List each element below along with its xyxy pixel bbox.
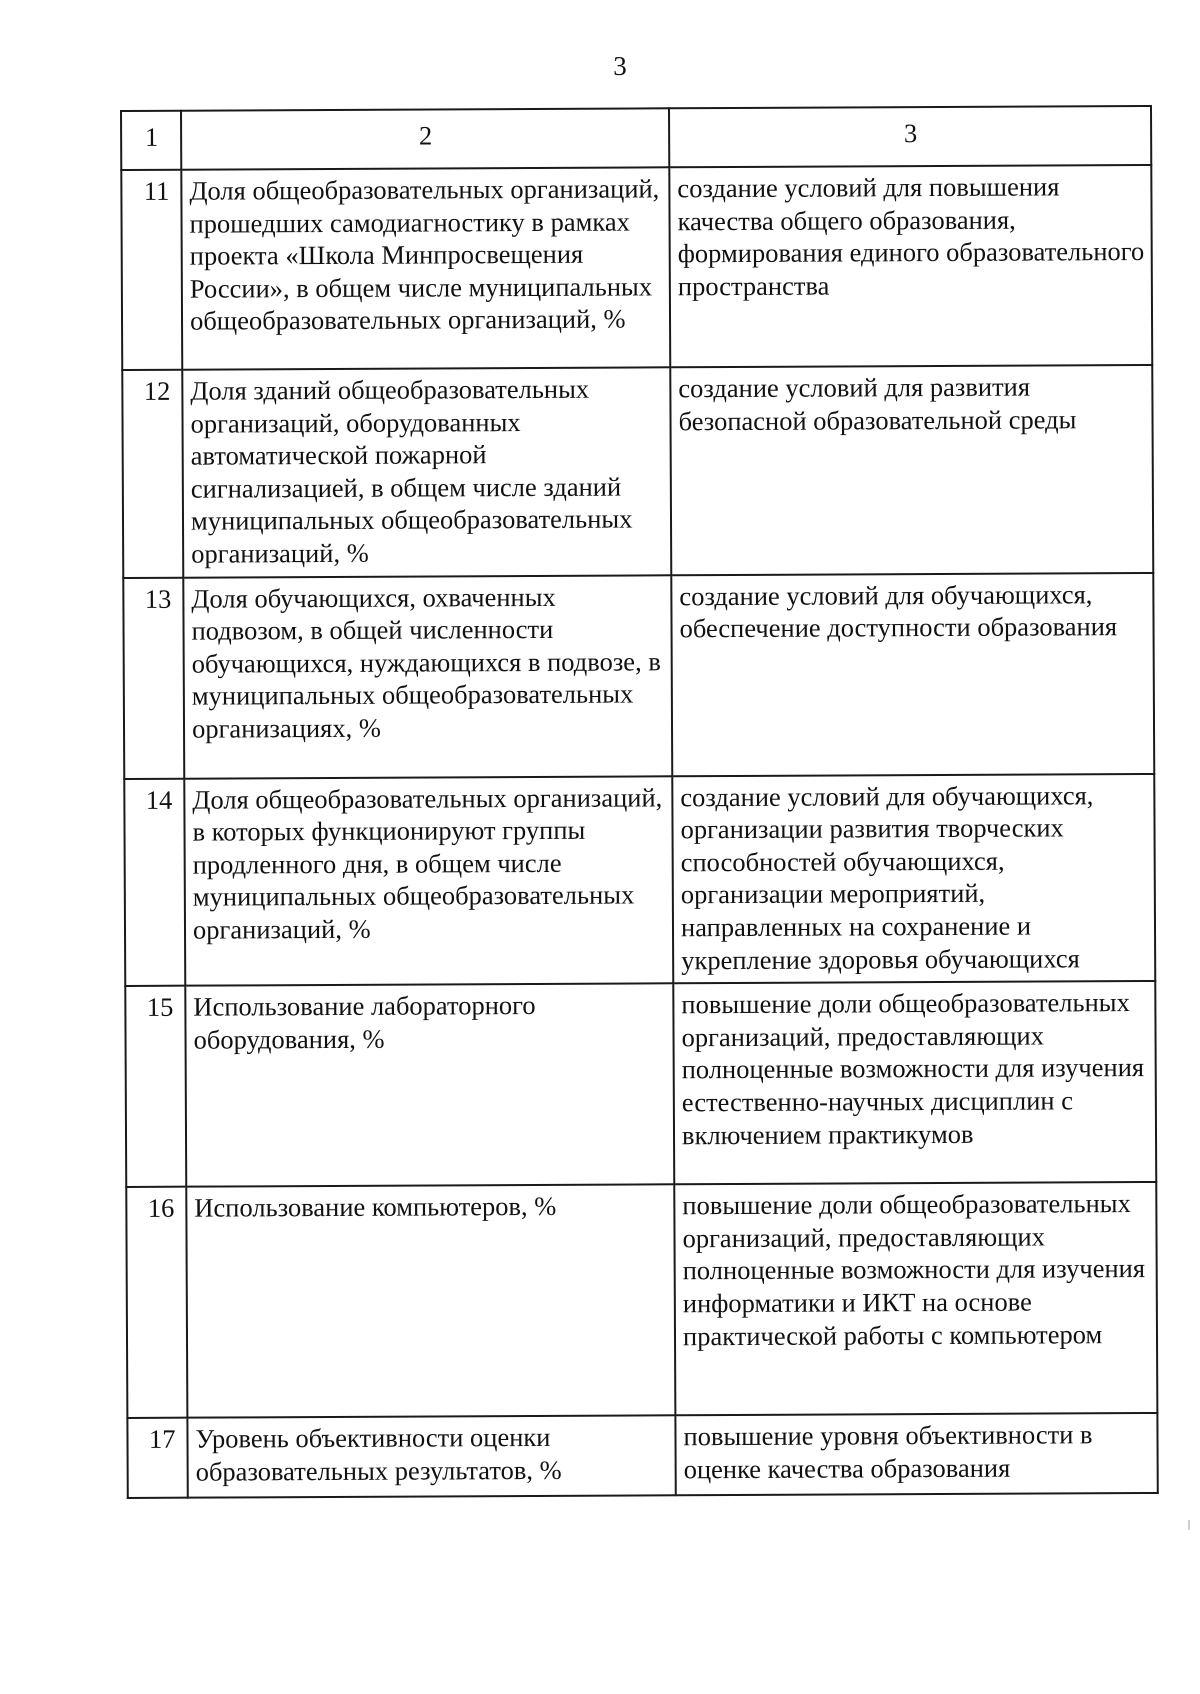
table-row <box>126 1182 1157 1418</box>
indicators-table <box>120 105 1159 1499</box>
indicator-cell: Доля зданий общеобразовательных организаций, оборудованных автоматической пожарной сигнализацией, в общем числе зданий муниципальных общеобразовательных организаций, % <box>182 367 671 577</box>
row-number: 15 <box>125 986 186 1187</box>
row-number: 14 <box>124 778 185 986</box>
row-number: 16 <box>126 1187 187 1418</box>
row-number: 17 <box>127 1418 187 1498</box>
table-row <box>127 1413 1157 1498</box>
purpose-cell: создание условий для повышения качества общего образования, формирования единого образовательного пространства <box>669 165 1152 367</box>
purpose-cell: повышение доли общеобразовательных организаций, предоставляющих полноценные возможности для изучения информатики и ИКТ на основе практической работы с компьютером <box>674 1182 1157 1415</box>
row-number: 11 <box>121 170 182 370</box>
table-row <box>124 774 1155 987</box>
row-number: 13 <box>123 577 184 778</box>
column-header-2: 2 <box>181 108 669 169</box>
table-row <box>121 165 1152 370</box>
table-row <box>125 981 1156 1187</box>
indicator-cell: Доля обучающихся, охваченных подвозом, в общей численности обучающихся, нуждающихся в подвозе, в муниципальных общеобразовательных организациях, % <box>183 575 672 778</box>
indicator-cell: Использование лабораторного оборудования, % <box>185 983 674 1186</box>
row-number: 12 <box>122 370 183 578</box>
table-row <box>123 573 1154 779</box>
page-number: 3 <box>613 51 627 81</box>
column-header-1: 1 <box>121 111 181 170</box>
indicator-cell: Доля общеобразовательных организаций, прошедших самодиагностику в рамках проекта «Школа Минпросвещения России», в общем числе муниципальных общеобразовательных организаций, % <box>181 167 670 369</box>
indicator-cell: Уровень объективности оценки образовательных результатов, % <box>187 1415 675 1497</box>
purpose-cell: создание условий для развития безопасной образовательной среды <box>670 365 1153 575</box>
table-header-row <box>121 106 1151 170</box>
column-header-3: 3 <box>669 106 1151 167</box>
purpose-cell: повышение доли общеобразовательных организаций, предоставляющих полноценные возможности для изучения естественно-научных дисциплин с включением практикумов <box>673 981 1156 1184</box>
purpose-cell: повышение уровня объективности в оценке качества образования <box>675 1413 1157 1495</box>
scan-mark <box>1188 1520 1190 1530</box>
indicator-cell: Использование компьютеров, % <box>186 1184 675 1417</box>
indicator-cell: Доля общеобразовательных организаций, в которых функционируют группы продленного дня, в общем числе муниципальных общеобразовательных организаций, % <box>184 776 673 986</box>
table-row <box>122 365 1153 578</box>
purpose-cell: создание условий для обучающихся, организации развития творческих способностей обучающихся, организации мероприятий, направленных на сохранение и укрепление здоровья обучающихся <box>672 774 1155 984</box>
purpose-cell: создание условий для обучающихся, обеспечение доступности образования <box>671 573 1154 776</box>
